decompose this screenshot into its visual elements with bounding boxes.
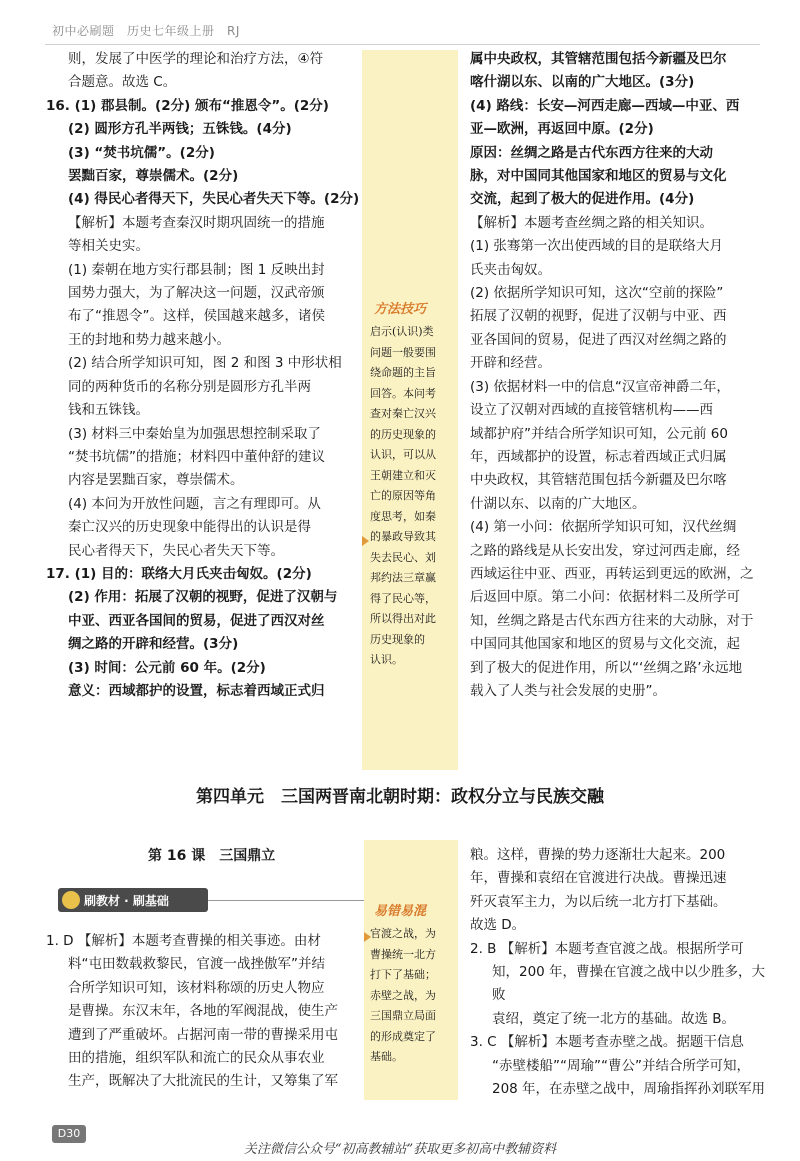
answer-line: 钱和五铢钱。 (68, 402, 149, 419)
answer-line: (4) 路线：长安—河西走廊—西域—中亚、西 (470, 97, 740, 114)
sidebar-line: 官渡之战，为 (370, 927, 436, 940)
answer-line: 交流，起到了极大的促进作用。(4分) (470, 191, 695, 208)
sidebar-line: 的暴政导致其 (370, 530, 436, 543)
answer-line: (4) 得民心者得天下，失民心者失天下等。(2分) (68, 191, 360, 208)
sidebar-line: 赤壁之战，为 (370, 988, 436, 1002)
answer-column-bottom-right (470, 844, 770, 1101)
answer-line: 2. B 【解析】本题考查官渡之战。根据所学可 (470, 940, 744, 957)
answer-line: 西域运往中亚、西亚，再转运到更远的欧洲，之 (470, 565, 754, 582)
sidebar-line: 邦约法三章赢 (370, 571, 436, 584)
answer-line: 则，发展了中医学的理论和治疗方法，④符 (68, 51, 324, 67)
answer-line: 设立了汉朝对西域的直接管辖机构——西 (470, 402, 713, 419)
answer-column-right (470, 48, 770, 703)
answer-line: 等相关史实。 (68, 238, 149, 255)
answer-line: 田的措施，组织军队和流亡的民众从事农业 (68, 1050, 325, 1067)
sidebar-line: 所以得出对此 (370, 612, 436, 625)
answer-line: 知，200 年，曹操在官渡之战中以少胜多，大败 (492, 964, 766, 1004)
answer-line: 拓展了汉朝的视野，促进了汉朝与中亚、西 (470, 308, 727, 325)
answer-line: (1) 秦朝在地方实行郡县制；图 1 反映出封 (68, 261, 325, 278)
answer-line: 之路的路线是从长安出发，穿过河西走廊，经 (470, 542, 740, 559)
answer-line: 中国同其他国家和地区的贸易与文化交流，起 (470, 636, 740, 653)
answer-line: 【解析】本题考查秦汉时期巩固统一的措施 (68, 214, 325, 231)
answer-line: 民心者得天下，失民心者失天下等。 (68, 542, 284, 559)
sidebar-line: 度思考，如秦 (370, 509, 436, 523)
method-tips-sidebar (362, 50, 458, 770)
answer-line: 绸之路的开辟和经营。(3分) (68, 636, 239, 653)
answer-line: (4) 第一小问：依据所学知识可知，汉代丝绸 (470, 519, 737, 536)
answer-line: 中央政权，其管辖范围包括今新疆及巴尔喀 (470, 472, 727, 489)
answer-line: 是曹操。东汉末年，各地的军阀混战，使生产 (68, 1003, 338, 1020)
sidebar-line: 亡的原因等角 (370, 489, 436, 502)
answer-line: (1) 张骞第一次出使西域的目的是联络大月 (470, 238, 723, 255)
answer-line: 17. (1) 目的：联络大月氏夹击匈奴。(2分) (46, 565, 312, 582)
sidebar-line: 认识，可以从 (370, 448, 436, 461)
sidebar-line: 王朝建立和灭 (370, 468, 436, 482)
answer-line: 亚各国间的贸易，促进了西汉对丝绸之路的 (470, 331, 727, 348)
pointer-arrow-icon (364, 932, 371, 942)
answer-line: 208 年，在赤壁之战中，周瑜指挥孙刘联军用 (492, 1081, 766, 1098)
sidebar-line: 曹操统一北方 (370, 947, 436, 961)
sidebar-line: 得了民心等， (370, 591, 436, 605)
lesson-title: 第 16 课 三国鼎立 (148, 848, 276, 864)
book-icon (62, 891, 80, 909)
answer-line: 1. D 【解析】本题考查曹操的相关事迹。由材 (46, 933, 321, 949)
header-divider (45, 44, 760, 45)
answer-line: 粮。这样，曹操的势力逐渐壮大起来。200 (470, 847, 726, 863)
answer-line: 秦亡汉兴的历史现象中能得出的认识是得 (68, 519, 311, 536)
answer-line: 歼灭袁军主力，为以后统一北方打下基础。 (470, 893, 727, 910)
answer-line: 内容是罢黜百家，尊崇儒术。 (68, 472, 244, 489)
sidebar-line: 绕命题的主旨 (370, 366, 436, 379)
answer-line: 年，西域都护的设置，标志着西域正式归属 (470, 448, 727, 465)
answer-line: 罢黜百家，尊崇儒术。(2分) (68, 168, 239, 185)
sidebar-line: 三国鼎立局面 (370, 1009, 436, 1022)
answer-line: 氏夹击匈奴。 (470, 261, 551, 278)
sidebar-line: 打下了基础； (370, 968, 436, 981)
answer-line: 合所学知识可知，该材料称颂的历史人物应 (68, 979, 325, 996)
sidebar-line: 回答。本问考 (370, 386, 436, 400)
answer-line: 故选 D。 (470, 917, 526, 934)
answer-line: 同的两种货币的名称分别是圆形方孔半两 (68, 378, 311, 395)
answer-line: (3) 材料三中秦始皇为加强思想控制采取了 (68, 425, 321, 442)
answer-line: 遭到了严重破坏。占据河南一带的曹操采用屯 (68, 1026, 338, 1043)
answer-line: (2) 作用：拓展了汉朝的视野，促进了汉朝与 (68, 589, 338, 606)
answer-line: (3) “焚书坑儒”。(2分) (68, 144, 215, 161)
answer-line: “焚书坑儒”的措施；材料四中董仲舒的建议 (68, 448, 325, 465)
sidebar-line: 基础。 (370, 1050, 403, 1063)
sidebar-text (370, 924, 456, 1068)
sidebar-line: 的形成奠定了 (370, 1029, 436, 1043)
answer-line: 开辟和经营。 (470, 355, 551, 372)
answer-line: 国势力强大，为了解决这一问题，汉武帝颁 (68, 285, 325, 302)
answer-line: 王的封地和势力越来越小。 (68, 331, 230, 348)
footer-note: 关注微信公众号“初高教辅站”获取更多初高中教辅资料 (243, 1142, 557, 1157)
answer-line: 料“屯田数载救黎民，官渡一战挫傲军”并结 (68, 956, 325, 973)
answer-line: 脉，对中国同其他国家和地区的贸易与文化 (470, 168, 727, 185)
answer-line: (3) 时间：公元前 60 年。(2分) (68, 659, 266, 676)
answer-line: 后返回中原。第二小问：依据材料二及所学可 (470, 589, 740, 606)
page-header: 初中必刷题 历史七年级上册 RJ (52, 24, 240, 38)
sidebar-text (370, 322, 456, 671)
sidebar-line: 查对秦亡汉兴 (370, 407, 436, 420)
sidebar-title: 易错易混 (374, 904, 427, 919)
answer-line: 原因：丝绸之路是古代东西方往来的大动 (470, 144, 713, 161)
sidebar-line: 历史现象的 (370, 632, 425, 646)
sidebar-line: 失去民心、刘 (370, 550, 436, 564)
sidebar-line: 认识。 (370, 653, 403, 666)
answer-line: 3. C 【解析】本题考查赤壁之战。据题干信息 (470, 1034, 744, 1051)
answer-line: 布了“推恩令”。这样，侯国越来越多，诸侯 (68, 308, 325, 325)
answer-line: 意义：西域都护的设置，标志着西域正式归 (68, 682, 325, 699)
answer-column-left (46, 48, 361, 703)
answer-line: (3) 依据材料一中的信息“汉宣帝神爵二年， (470, 378, 730, 395)
answer-line: (2) 结合所学知识可知，图 2 和图 3 中形状相 (68, 355, 342, 372)
answer-line: 载入了人类与社会发展的史册”。 (470, 682, 666, 699)
sidebar-line: 问题一般要围 (370, 345, 436, 359)
answer-line: 知，丝绸之路是古代东西方往来的大动脉，对于 (470, 612, 754, 629)
page-number: D30 (52, 1125, 86, 1143)
answer-line: 属中央政权，其管辖范围包括今新疆及巴尔 (470, 51, 727, 67)
error-prone-sidebar (364, 840, 458, 1100)
answer-line: 【解析】本题考查丝绸之路的相关知识。 (470, 214, 713, 231)
banner-label: 刷教材 · 刷基础 (84, 894, 169, 908)
section-banner (58, 888, 208, 912)
answer-line: (2) 依据所学知识可知，这次“空前的探险” (470, 285, 724, 302)
answer-line: 中亚、西亚各国间的贸易，促进了西汉对丝 (68, 612, 325, 629)
answer-line: 域都护府”并结合所学知识可知，公元前 60 (470, 425, 728, 442)
answer-line: “赤壁楼船”“周瑜”“曹公”并结合所学可知， (492, 1057, 750, 1074)
answer-column-bottom-left (46, 930, 364, 1094)
answer-line: (4) 本问为开放性问题，言之有理即可。从 (68, 495, 321, 512)
answer-line: 年，曹操和袁绍在官渡进行决战。曹操迅速 (470, 870, 727, 887)
pointer-arrow-icon (362, 536, 369, 546)
sidebar-title: 方法技巧 (374, 302, 427, 317)
sidebar-line: 启示(认识)类 (370, 325, 434, 338)
unit-title: 第四单元 三国两晋南北朝时期：政权分立与民族交融 (196, 787, 604, 807)
answer-line: 生产，既解决了大批流民的生计，又筹集了军 (68, 1073, 338, 1090)
answer-line: 16. (1) 郡县制。(2分) 颁布“推恩令”。(2分) (46, 97, 329, 114)
answer-line: (2) 圆形方孔半两钱；五铢钱。(4分) (68, 121, 292, 138)
answer-line: 什湖以东、以南的广大地区。 (470, 495, 646, 512)
answer-line: 亚—欧洲，再返回中原。(2分) (470, 121, 654, 138)
sidebar-line: 的历史现象的 (370, 427, 436, 441)
answer-line: 袁绍，奠定了统一北方的基础。故选 B。 (492, 1010, 736, 1027)
answer-line: 到了极大的促进作用，所以“‘丝绸之路’永远地 (470, 659, 743, 676)
answer-line: 喀什湖以东、以南的广大地区。(3分) (470, 74, 695, 91)
answer-line: 合题意。故选 C。 (68, 74, 177, 91)
